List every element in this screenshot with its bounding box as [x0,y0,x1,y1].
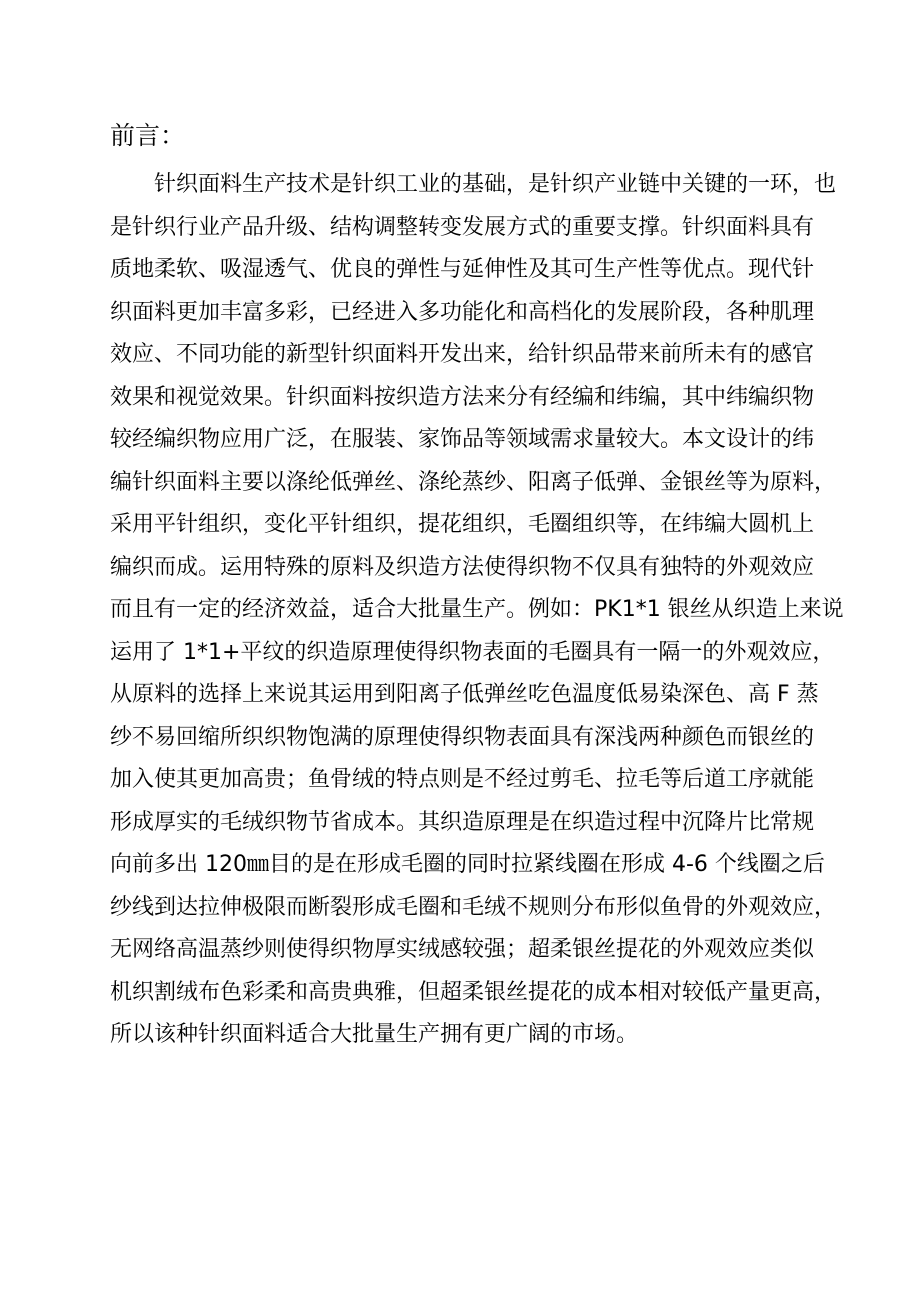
paragraph-line: 编织而成。运用特殊的原料及织造方法使得织物不仅具有独特的外观效应 [110,554,815,580]
paragraph-line: 较经编织物应用广泛，在服装、家饰品等领域需求量较大。本文设计的纬 [110,427,815,452]
paragraph-line: 编针织面料主要以涤纶低弹丝、涤纶蒸纱、阳离子低弹、金银丝等为原料， [110,469,837,495]
paragraph-line: 是针织行业产品升级、结构调整转变发展方式的重要支撑。针织面料具有 [110,214,815,240]
paragraph-line: 纱线到达拉伸极限而断裂形成毛圈和毛绒不规则分布形似鱼骨的外观效应， [110,894,837,920]
paragraph-line: 向前多出 120㎜目的是在形成毛圈的同时拉紧线圈在形成 4-6 个线圈之后 [110,852,825,877]
paragraph-line: 形成厚实的毛绒织物节省成本。其织造原理是在织造过程中沉降片比常规 [110,809,815,835]
body-paragraph [110,164,844,1057]
paragraph-line: 加入使其更加高贵；鱼骨绒的特点则是不经过剪毛、拉毛等后道工序就能 [110,767,815,792]
paragraph-line: 质地柔软、吸湿透气、优良的弹性与延伸性及其可生产性等优点。现代针 [110,257,815,282]
paragraph-line: 采用平针组织，变化平针组织，提花组织，毛圈组织等，在纬编大圆机上 [110,512,815,537]
paragraph-line: 织面料更加丰富多彩，已经进入多功能化和高档化的发展阶段，各种肌理 [110,299,815,325]
section-heading: 前言： [110,121,186,150]
paragraph-line: 无网络高温蒸纱则使得织物厚实绒感较强；超柔银丝提花的外观效应类似 [110,937,815,962]
paragraph-line: 从原料的选择上来说其运用到阳离子低弹丝吃色温度低易染深色、高 F 蒸 [110,682,819,707]
paragraph-line: 效果和视觉效果。针织面料按织造方法来分有经编和纬编，其中纬编织物 [110,384,815,410]
paragraph-line: 效应、不同功能的新型针织面料开发出来，给针织品带来前所未有的感官 [110,342,815,367]
paragraph-line: 运用了 1*1+平纹的织造原理使得织物表面的毛圈具有一隔一的外观效应， [110,639,835,665]
paragraph-line: 所以该种针织面料适合大批量生产拥有更广阔的市场。 [110,1022,639,1047]
paragraph-line: 针织面料生产技术是针织工业的基础，是针织产业链中关键的一环，也 [154,172,837,197]
paragraph-line: 而且有一定的经济效益，适合大批量生产。例如：PK1*1 银丝从织造上来说 [110,597,844,622]
paragraph-line: 机织割绒布色彩柔和高贵典雅，但超柔银丝提花的成本相对较低产量更高， [110,979,837,1005]
paragraph-line: 纱不易回缩所织织物饱满的原理使得织物表面具有深浅两种颜色而银丝的 [110,724,815,750]
